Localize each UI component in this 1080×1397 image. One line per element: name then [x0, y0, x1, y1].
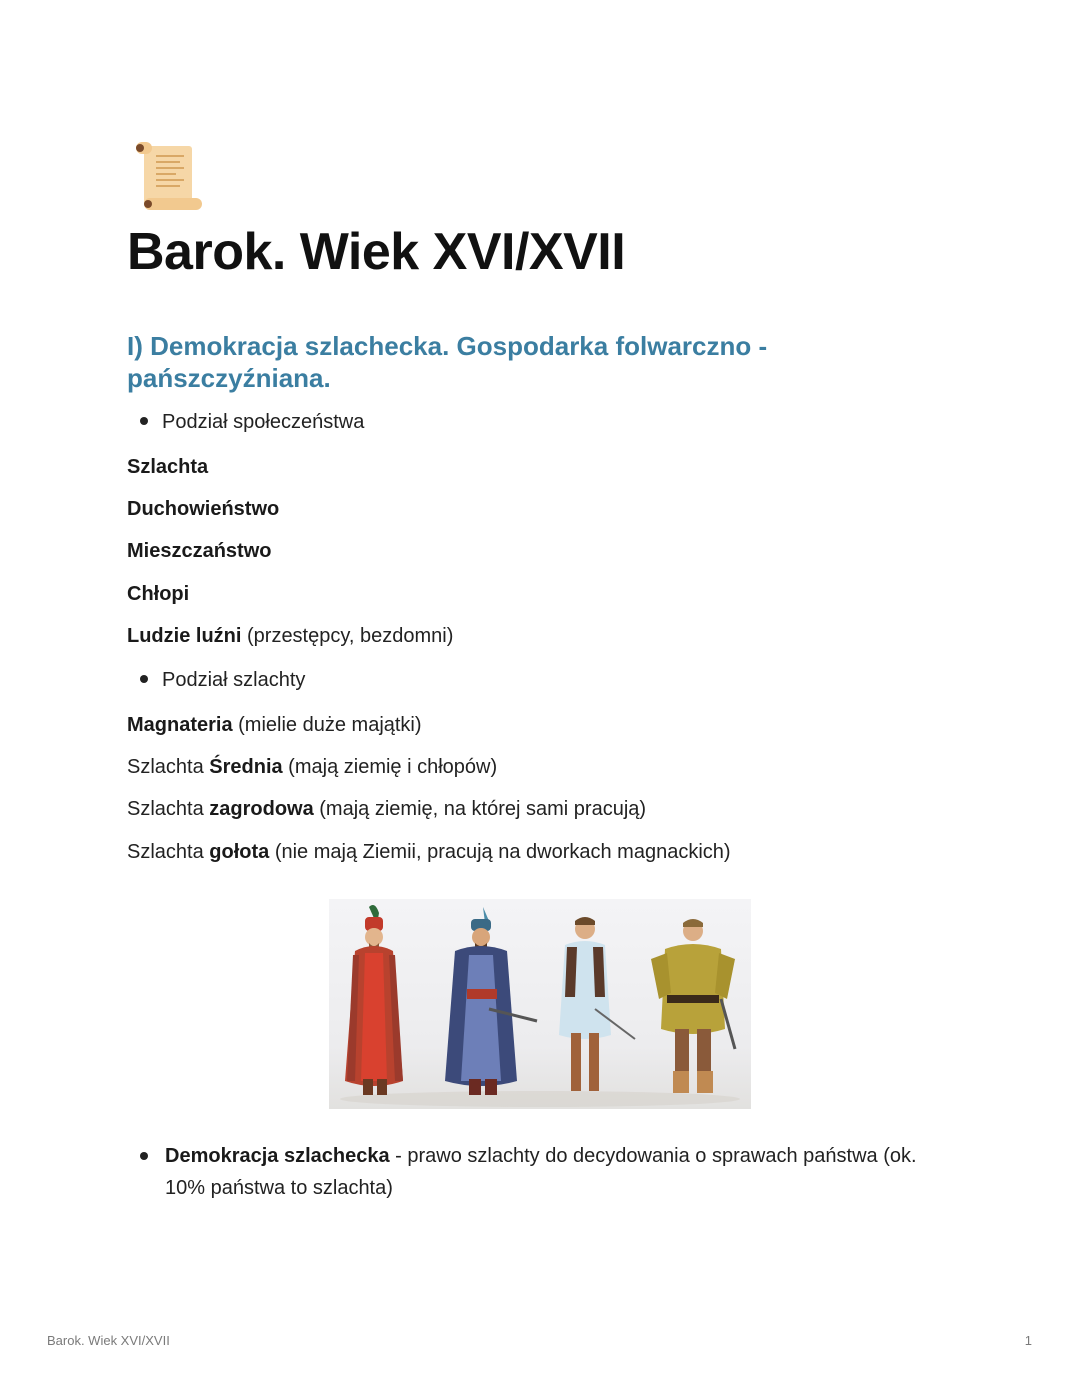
class-row-ludzie-luzni [127, 623, 453, 649]
class-name: Mieszczaństwo [127, 540, 272, 562]
list-item-bullet-society [140, 409, 364, 435]
nobility-desc: (mielie duże majątki) [232, 714, 422, 736]
term-democracy: Demokracja szlachecka [165, 1145, 390, 1167]
bullet-icon [140, 675, 148, 683]
page-title: Barok. Wiek XVI/XVII [127, 223, 626, 281]
nobility-prefix: Szlachta [127, 756, 210, 778]
bullet-icon [140, 1152, 148, 1160]
nobility-desc: (mają ziemię i chłopów) [282, 756, 498, 778]
nobility-row-magnateria [127, 712, 422, 738]
nobility-name: zagrodowa [209, 798, 314, 820]
class-row-duchowienstwo [127, 496, 279, 522]
class-name: Szlachta [127, 456, 209, 478]
section-heading: I) Demokracja szlachecka. Gospodarka folwarczno - pańszczyźniana. [127, 331, 768, 393]
class-name: Duchowieństwo [127, 498, 280, 520]
nobility-prefix: Szlachta [127, 798, 210, 820]
class-row-szlachta [127, 454, 208, 480]
class-name: Ludzie luźni [127, 625, 242, 647]
footer-title: Barok. Wiek XVI/XVII [47, 1333, 170, 1348]
nobility-name: gołota [209, 841, 270, 863]
bullet-icon [140, 417, 148, 425]
nobility-figures-image [329, 899, 751, 1109]
nobility-row-zagrodowa [127, 796, 646, 822]
nobility-name: Magnateria [127, 714, 233, 736]
class-name: Chłopi [127, 583, 190, 605]
figure-farmstead-nobleman [559, 917, 635, 1091]
figure-middle-nobleman [445, 907, 537, 1095]
term-definition: - prawo szlachty do decydowania o sprawach państwa (ok. 10% państwa to szlachta) [165, 1145, 917, 1199]
figure-poor-nobleman [651, 919, 735, 1093]
nobility-desc: (mają ziemię, na której sami pracują) [313, 798, 647, 820]
nobility-desc: (nie mają Ziemii, pracują na dworkach magnackich) [269, 841, 731, 863]
nobility-row-golota [127, 839, 731, 865]
bullet-text: Podział szlachty [162, 669, 306, 691]
nobility-prefix: Szlachta [127, 841, 210, 863]
nobility-row-srednia [127, 754, 497, 780]
scroll-icon [130, 140, 204, 212]
bullet-text: Podział społeczeństwa [162, 411, 365, 433]
page-number: 1 [1024, 1333, 1032, 1348]
class-row-chlopi [127, 581, 189, 607]
list-item-bullet-democracy [165, 1140, 945, 1204]
list-item-bullet-nobility [140, 667, 305, 693]
class-desc: (przestępcy, bezdomni) [241, 625, 454, 647]
nobility-name: Średnia [209, 756, 283, 778]
figure-magnate [345, 905, 403, 1095]
nobility-illustration [329, 899, 751, 1109]
class-row-mieszczanstwo [127, 538, 271, 564]
